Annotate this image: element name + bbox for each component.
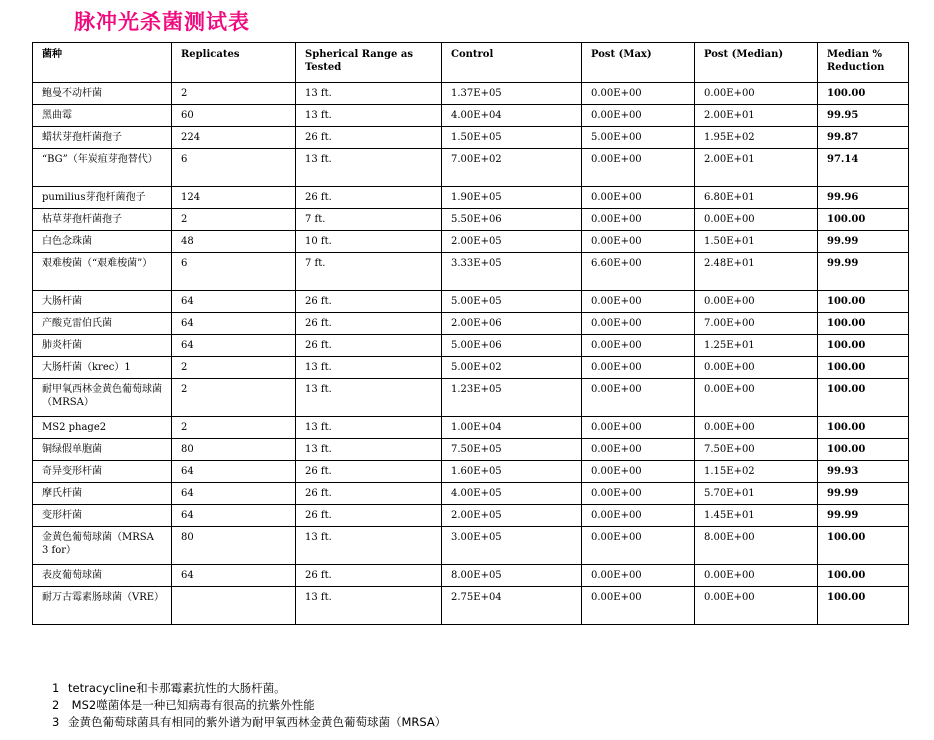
cell-replicates: 64 (172, 483, 296, 505)
cell-post-max: 0.00E+00 (582, 209, 695, 231)
table-row (33, 105, 909, 127)
footnote-number: 2 (52, 698, 60, 712)
cell-range: 13 ft. (296, 83, 442, 105)
table-row (33, 379, 909, 417)
header-control: Control (442, 43, 582, 83)
cell-post-max: 0.00E+00 (582, 149, 695, 187)
cell-median-reduction: 100.00 (818, 439, 909, 461)
cell-post-median: 0.00E+00 (695, 379, 818, 417)
cell-control: 2.75E+04 (442, 587, 582, 625)
cell-replicates: 80 (172, 439, 296, 461)
cell-post-max: 0.00E+00 (582, 313, 695, 335)
footnotes (52, 680, 446, 731)
cell-replicates: 2 (172, 357, 296, 379)
cell-post-median: 0.00E+00 (695, 83, 818, 105)
table-row (33, 461, 909, 483)
table-body (33, 83, 909, 625)
cell-species: pumilius芽孢杆菌孢子 (33, 187, 172, 209)
cell-range: 13 ft. (296, 587, 442, 625)
cell-control: 3.00E+05 (442, 527, 582, 565)
cell-range: 26 ft. (296, 505, 442, 527)
cell-replicates: 6 (172, 253, 296, 291)
cell-range: 13 ft. (296, 527, 442, 565)
cell-median-reduction: 99.99 (818, 253, 909, 291)
cell-median-reduction: 99.99 (818, 483, 909, 505)
cell-median-reduction: 100.00 (818, 587, 909, 625)
cell-range: 13 ft. (296, 105, 442, 127)
footnote (52, 697, 446, 714)
cell-range: 13 ft. (296, 417, 442, 439)
cell-post-max: 0.00E+00 (582, 231, 695, 253)
cell-post-median: 1.50E+01 (695, 231, 818, 253)
cell-replicates: 6 (172, 149, 296, 187)
table-row (33, 253, 909, 291)
cell-post-max: 0.00E+00 (582, 439, 695, 461)
cell-post-median: 0.00E+00 (695, 209, 818, 231)
cell-post-max: 0.00E+00 (582, 483, 695, 505)
header-replicates: Replicates (172, 43, 296, 83)
cell-post-max: 0.00E+00 (582, 379, 695, 417)
cell-range: 26 ft. (296, 335, 442, 357)
cell-post-max: 0.00E+00 (582, 335, 695, 357)
cell-control: 1.50E+05 (442, 127, 582, 149)
footnote-text: MS2噬菌体是一种已知病毒有很高的抗紫外性能 (68, 698, 315, 712)
cell-species: “BG”（年炭疽芽孢替代） (33, 149, 172, 187)
cell-post-median: 1.45E+01 (695, 505, 818, 527)
cell-median-reduction: 100.00 (818, 291, 909, 313)
cell-median-reduction: 99.99 (818, 505, 909, 527)
table-row (33, 83, 909, 105)
cell-species: 产酸克雷伯氏菌 (33, 313, 172, 335)
table-row (33, 417, 909, 439)
footnote-text: 金黄色葡萄球菌具有相同的紫外谱为耐甲氧西林金黄色葡萄球菌（MRSA） (68, 715, 447, 729)
table-row (33, 149, 909, 187)
cell-replicates: 64 (172, 565, 296, 587)
cell-species: 艰难梭菌（“艰难梭菌”） (33, 253, 172, 291)
cell-post-max: 0.00E+00 (582, 187, 695, 209)
table-row (33, 313, 909, 335)
cell-median-reduction: 100.00 (818, 313, 909, 335)
cell-species: 摩氏杆菌 (33, 483, 172, 505)
table-row (33, 357, 909, 379)
cell-species: 枯草芽孢杆菌孢子 (33, 209, 172, 231)
cell-range: 26 ft. (296, 313, 442, 335)
cell-replicates: 224 (172, 127, 296, 149)
cell-species: 肺炎杆菌 (33, 335, 172, 357)
cell-median-reduction: 100.00 (818, 527, 909, 565)
table-row (33, 483, 909, 505)
cell-species: 奇异变形杆菌 (33, 461, 172, 483)
table-row (33, 335, 909, 357)
cell-control: 1.60E+05 (442, 461, 582, 483)
cell-post-median: 5.70E+01 (695, 483, 818, 505)
cell-control: 4.00E+04 (442, 105, 582, 127)
cell-replicates: 64 (172, 461, 296, 483)
cell-post-max: 0.00E+00 (582, 357, 695, 379)
cell-species: 耐万古霉素肠球菌（VRE） (33, 587, 172, 625)
cell-median-reduction: 99.93 (818, 461, 909, 483)
cell-post-median: 2.48E+01 (695, 253, 818, 291)
cell-post-median: 0.00E+00 (695, 357, 818, 379)
cell-range: 13 ft. (296, 149, 442, 187)
cell-replicates: 2 (172, 417, 296, 439)
cell-median-reduction: 99.95 (818, 105, 909, 127)
cell-post-median: 1.95E+02 (695, 127, 818, 149)
cell-median-reduction: 100.00 (818, 335, 909, 357)
cell-replicates: 2 (172, 379, 296, 417)
cell-replicates: 64 (172, 291, 296, 313)
cell-post-median: 1.15E+02 (695, 461, 818, 483)
cell-range: 10 ft. (296, 231, 442, 253)
cell-species: 大肠杆菌 (33, 291, 172, 313)
table-row (33, 209, 909, 231)
cell-range: 13 ft. (296, 439, 442, 461)
cell-post-median: 8.00E+00 (695, 527, 818, 565)
footnote-number: 1 (52, 681, 60, 695)
cell-species: MS2 phage2 (33, 417, 172, 439)
cell-range: 7 ft. (296, 209, 442, 231)
cell-species: 变形杆菌 (33, 505, 172, 527)
cell-range: 13 ft. (296, 357, 442, 379)
cell-range: 13 ft. (296, 379, 442, 417)
footnote (52, 680, 446, 697)
cell-post-median: 2.00E+01 (695, 149, 818, 187)
header-species: 菌种 (33, 43, 172, 83)
footnote (52, 714, 446, 731)
cell-median-reduction: 99.99 (818, 231, 909, 253)
cell-species: 白色念珠菌 (33, 231, 172, 253)
cell-control: 5.50E+06 (442, 209, 582, 231)
cell-control: 5.00E+06 (442, 335, 582, 357)
footnote-text: tetracycline和卡那霉素抗性的大肠杆菌。 (68, 681, 286, 695)
cell-replicates: 2 (172, 209, 296, 231)
cell-post-max: 0.00E+00 (582, 83, 695, 105)
table-row (33, 565, 909, 587)
footnote-number: 3 (52, 715, 60, 729)
cell-control: 7.50E+05 (442, 439, 582, 461)
cell-replicates: 64 (172, 335, 296, 357)
cell-post-max: 0.00E+00 (582, 417, 695, 439)
cell-post-max: 5.00E+00 (582, 127, 695, 149)
cell-replicates: 2 (172, 83, 296, 105)
table-row (33, 291, 909, 313)
header-spherical-range: Spherical Range as Tested (296, 43, 442, 83)
cell-post-max: 0.00E+00 (582, 587, 695, 625)
cell-median-reduction: 100.00 (818, 357, 909, 379)
cell-range: 26 ft. (296, 483, 442, 505)
cell-species: 耐甲氧西林金黄色葡萄球菌（MRSA） (33, 379, 172, 417)
cell-control: 2.00E+06 (442, 313, 582, 335)
header-post-max: Post (Max) (582, 43, 695, 83)
cell-species: 黑曲霉 (33, 105, 172, 127)
cell-control: 1.23E+05 (442, 379, 582, 417)
cell-post-median: 2.00E+01 (695, 105, 818, 127)
cell-control: 5.00E+02 (442, 357, 582, 379)
cell-median-reduction: 100.00 (818, 417, 909, 439)
cell-post-max: 6.60E+00 (582, 253, 695, 291)
cell-species: 大肠杆菌（krec）1 (33, 357, 172, 379)
page-title: 脉冲光杀菌测试表 (74, 9, 250, 34)
cell-post-median: 0.00E+00 (695, 565, 818, 587)
cell-replicates: 124 (172, 187, 296, 209)
cell-median-reduction: 100.00 (818, 379, 909, 417)
table-row (33, 187, 909, 209)
cell-median-reduction: 97.14 (818, 149, 909, 187)
cell-post-max: 0.00E+00 (582, 291, 695, 313)
cell-range: 26 ft. (296, 461, 442, 483)
cell-range: 26 ft. (296, 127, 442, 149)
cell-control: 4.00E+05 (442, 483, 582, 505)
cell-species: 金黄色葡萄球菌（MRSA 3 for） (33, 527, 172, 565)
cell-replicates: 80 (172, 527, 296, 565)
cell-range: 26 ft. (296, 187, 442, 209)
table-row (33, 439, 909, 461)
cell-range: 26 ft. (296, 565, 442, 587)
cell-post-median: 0.00E+00 (695, 291, 818, 313)
cell-post-max: 0.00E+00 (582, 505, 695, 527)
cell-control: 5.00E+05 (442, 291, 582, 313)
header-post-median: Post (Median) (695, 43, 818, 83)
cell-replicates: 64 (172, 505, 296, 527)
cell-range: 26 ft. (296, 291, 442, 313)
cell-replicates: 60 (172, 105, 296, 127)
cell-post-max: 0.00E+00 (582, 527, 695, 565)
cell-range: 7 ft. (296, 253, 442, 291)
cell-control: 7.00E+02 (442, 149, 582, 187)
cell-control: 2.00E+05 (442, 505, 582, 527)
cell-median-reduction: 99.96 (818, 187, 909, 209)
cell-species: 铜绿假单胞菌 (33, 439, 172, 461)
cell-post-max: 0.00E+00 (582, 105, 695, 127)
cell-median-reduction: 100.00 (818, 83, 909, 105)
cell-median-reduction: 100.00 (818, 565, 909, 587)
cell-control: 1.37E+05 (442, 83, 582, 105)
cell-control: 8.00E+05 (442, 565, 582, 587)
cell-post-max: 0.00E+00 (582, 461, 695, 483)
cell-replicates: 64 (172, 313, 296, 335)
cell-post-median: 0.00E+00 (695, 587, 818, 625)
cell-post-max: 0.00E+00 (582, 565, 695, 587)
table-row (33, 127, 909, 149)
sterilization-test-table (32, 42, 909, 625)
table-row (33, 231, 909, 253)
cell-replicates: 48 (172, 231, 296, 253)
cell-post-median: 1.25E+01 (695, 335, 818, 357)
cell-control: 1.90E+05 (442, 187, 582, 209)
table-row (33, 527, 909, 565)
cell-control: 3.33E+05 (442, 253, 582, 291)
cell-post-median: 0.00E+00 (695, 417, 818, 439)
table-row (33, 587, 909, 625)
cell-control: 2.00E+05 (442, 231, 582, 253)
cell-post-median: 7.50E+00 (695, 439, 818, 461)
cell-median-reduction: 100.00 (818, 209, 909, 231)
cell-species: 蜡状芽孢杆菌孢子 (33, 127, 172, 149)
cell-species: 鲍曼不动杆菌 (33, 83, 172, 105)
header-median-reduction: Median % Reduction (818, 43, 909, 83)
cell-replicates (172, 587, 296, 625)
cell-post-median: 7.00E+00 (695, 313, 818, 335)
cell-species: 表皮葡萄球菌 (33, 565, 172, 587)
cell-control: 1.00E+04 (442, 417, 582, 439)
table-row (33, 505, 909, 527)
cell-post-median: 6.80E+01 (695, 187, 818, 209)
table-header-row (33, 43, 909, 83)
cell-median-reduction: 99.87 (818, 127, 909, 149)
